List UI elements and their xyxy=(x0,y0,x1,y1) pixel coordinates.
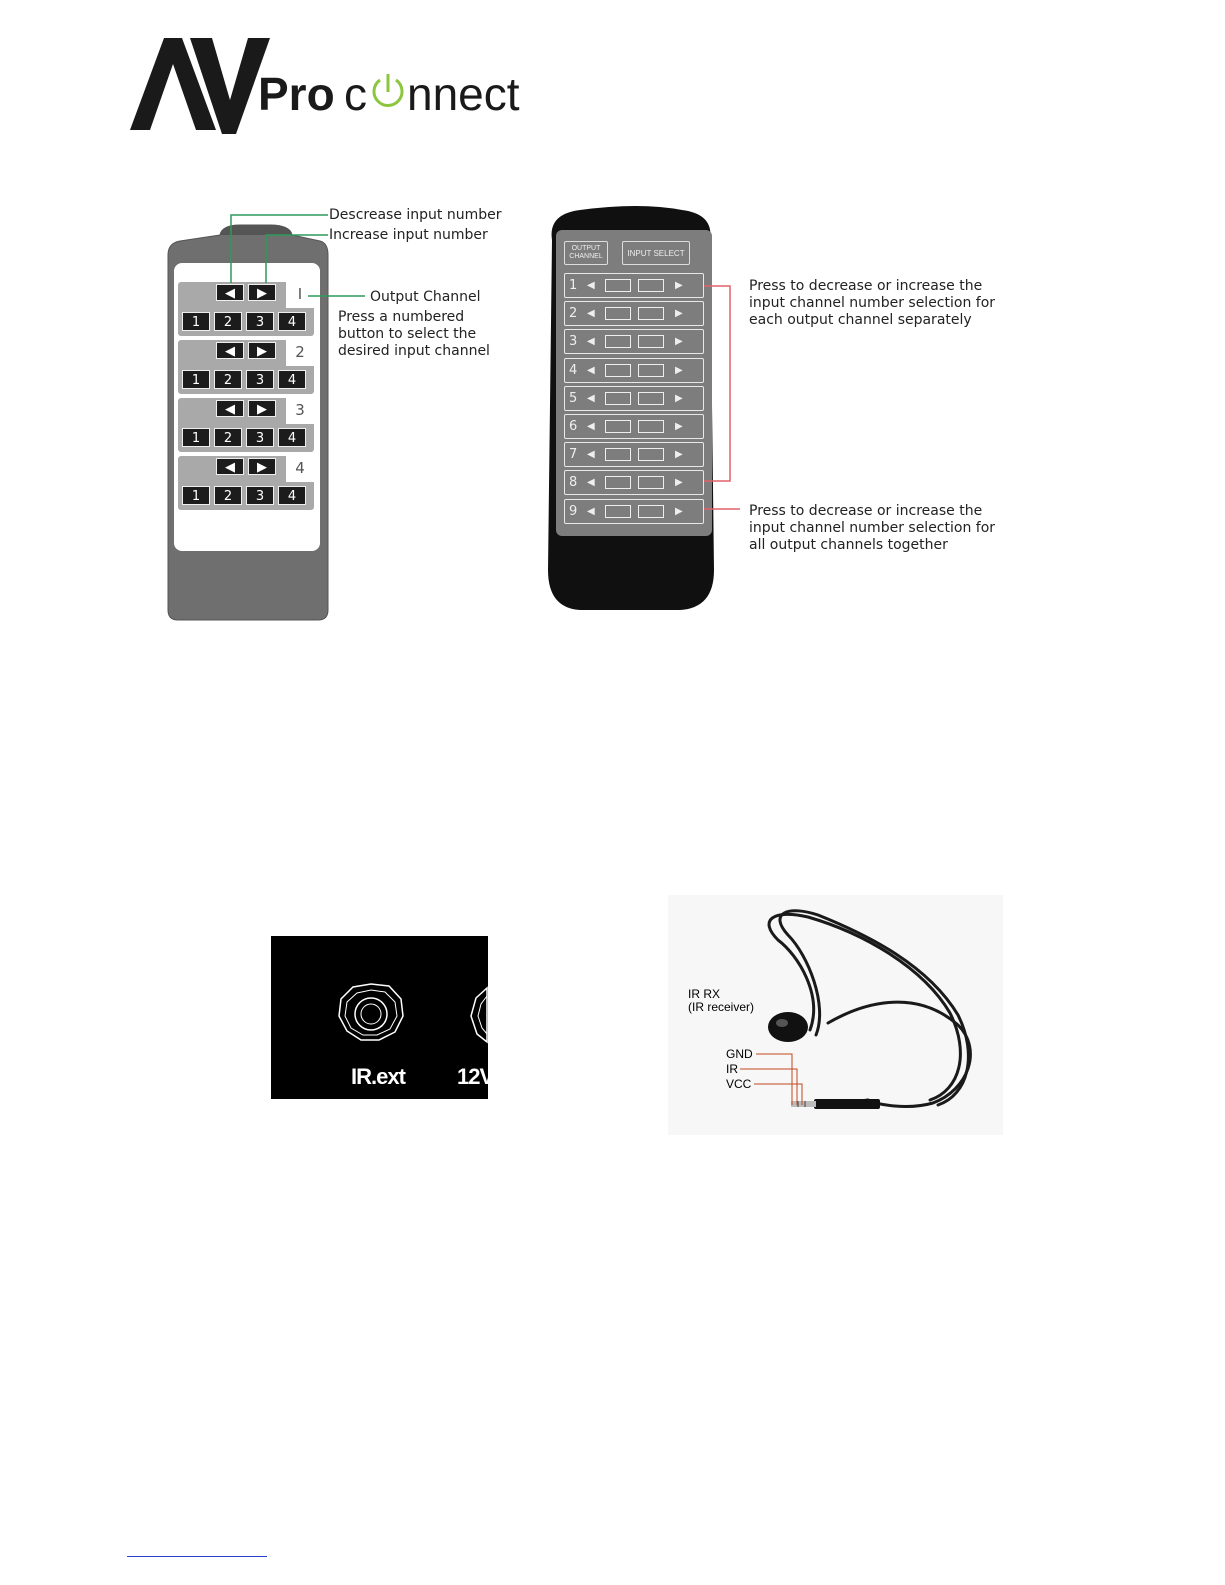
row-6-decrease-arrow-icon[interactable]: ◀ xyxy=(587,421,595,432)
output-row-2 xyxy=(564,301,704,326)
input-button-1-2[interactable]: 2 xyxy=(214,312,242,331)
callout-all-line3: all output channels together xyxy=(749,537,948,553)
row-2-increase-button[interactable] xyxy=(638,307,664,320)
row-9-increase-arrow-icon[interactable]: ▶ xyxy=(675,505,683,517)
input-button-4-2[interactable]: 2 xyxy=(214,486,242,505)
ir-ext-label: IR.ext xyxy=(351,1064,405,1089)
row-7-decrease-arrow-icon[interactable]: ◀ xyxy=(587,449,595,461)
row-1-increase-arrow-icon[interactable]: ▶ xyxy=(675,280,683,291)
row-number-8: 8 xyxy=(569,475,578,491)
row-number-3: 3 xyxy=(569,334,578,350)
row-1-decrease-arrow-icon[interactable]: ◀ xyxy=(587,280,595,291)
callout-press-line1: Press a numbered xyxy=(338,309,465,325)
input-button-3-2[interactable]: 2 xyxy=(214,428,242,447)
row-number-4: 4 xyxy=(569,362,578,378)
callout-all-line2: input channel number selection for xyxy=(749,520,996,536)
input-button-2-1[interactable]: 1 xyxy=(182,370,210,389)
svg-text:nnect: nnect xyxy=(407,68,520,120)
ir-ext-port-photo xyxy=(271,936,494,1099)
row-5-decrease-arrow-icon[interactable]: ◀ xyxy=(587,392,595,404)
row-2-increase-arrow-icon[interactable]: ▶ xyxy=(675,308,683,320)
row-7-increase-button[interactable] xyxy=(638,448,664,461)
row-3-decrease-arrow-icon[interactable]: ◀ xyxy=(587,336,595,348)
row-6-decrease-button[interactable] xyxy=(605,420,631,433)
row-7-increase-arrow-icon[interactable]: ▶ xyxy=(675,449,683,461)
row-8-decrease-button[interactable] xyxy=(605,476,631,489)
input-select-header: INPUT SELECT xyxy=(622,241,690,265)
row-number-5: 5 xyxy=(569,390,578,406)
decrease-input-button-4[interactable]: ◀ xyxy=(216,458,244,475)
row-1-increase-button[interactable] xyxy=(638,279,664,292)
output-row-6 xyxy=(564,414,704,439)
remote-control-4x4 xyxy=(150,195,530,635)
output-channel-number-2: 2 xyxy=(286,340,314,366)
ir-pin-label: IR xyxy=(726,1062,738,1076)
row-number-1: 1 xyxy=(569,278,578,293)
input-button-3-4[interactable]: 4 xyxy=(278,428,306,447)
input-button-3-3[interactable]: 3 xyxy=(246,428,274,447)
row-8-increase-arrow-icon[interactable]: ▶ xyxy=(675,477,683,489)
input-button-2-3[interactable]: 3 xyxy=(246,370,274,389)
callout-each-line1: Press to decrease or increase the xyxy=(749,278,983,294)
row-4-decrease-arrow-icon[interactable]: ◀ xyxy=(587,364,595,376)
output-row-5 xyxy=(564,386,704,411)
row-number-6: 6 xyxy=(569,419,578,434)
output-channel-number-3: 3 xyxy=(286,398,314,424)
increase-input-button-2[interactable]: ▶ xyxy=(248,342,276,359)
ir-receiver-photo xyxy=(668,895,1003,1135)
row-4-increase-arrow-icon[interactable]: ▶ xyxy=(675,364,683,376)
callout-each-line3: each output channel separately xyxy=(749,312,972,328)
row-7-decrease-button[interactable] xyxy=(605,448,631,461)
power-icon xyxy=(374,74,402,105)
row-3-increase-button[interactable] xyxy=(638,335,664,348)
vcc-label: VCC xyxy=(726,1077,752,1091)
row-5-increase-button[interactable] xyxy=(638,392,664,405)
row-5-decrease-button[interactable] xyxy=(605,392,631,405)
row-8-decrease-arrow-icon[interactable]: ◀ xyxy=(587,477,595,489)
callout-all-line1: Press to decrease or increase the xyxy=(749,503,983,519)
ir-rx-title-line2: (IR receiver) xyxy=(688,1000,755,1014)
row-number-2: 2 xyxy=(569,306,578,322)
button-group-output-4 xyxy=(178,456,314,510)
row-4-decrease-button[interactable] xyxy=(605,364,631,377)
ir-receiver-cable xyxy=(668,895,1003,1135)
decrease-input-button-1[interactable]: ◀ xyxy=(216,284,244,301)
input-button-1-1[interactable]: 1 xyxy=(182,312,210,331)
callout-decrease: Descrease input number xyxy=(329,207,502,223)
input-button-4-4[interactable]: 4 xyxy=(278,486,306,505)
row-8-increase-button[interactable] xyxy=(638,476,664,489)
increase-input-button-3[interactable]: ▶ xyxy=(248,400,276,417)
input-button-3-1[interactable]: 1 xyxy=(182,428,210,447)
input-button-4-1[interactable]: 1 xyxy=(182,486,210,505)
row-2-decrease-button[interactable] xyxy=(605,307,631,320)
remote-control-9-row xyxy=(540,200,1030,620)
row-number-9: 9 xyxy=(569,503,578,519)
input-button-4-3[interactable]: 3 xyxy=(246,486,274,505)
row-number-7: 7 xyxy=(569,447,578,463)
callout-each-line2: input channel number selection for xyxy=(749,295,996,311)
output-row-4 xyxy=(564,358,704,383)
input-button-1-3[interactable]: 3 xyxy=(246,312,274,331)
row-1-decrease-button[interactable] xyxy=(605,279,631,292)
increase-input-button-4[interactable]: ▶ xyxy=(248,458,276,475)
row-9-increase-button[interactable] xyxy=(638,505,664,518)
row-9-decrease-button[interactable] xyxy=(605,505,631,518)
row-6-increase-arrow-icon[interactable]: ▶ xyxy=(675,421,683,432)
footer-link-underline[interactable] xyxy=(127,1556,267,1557)
row-3-decrease-button[interactable] xyxy=(605,335,631,348)
twelve-v-label: 12V xyxy=(457,1064,494,1089)
ir-rx-title-line1: IR RX xyxy=(688,987,721,1001)
avproconnect-logo xyxy=(130,38,540,138)
button-group-output-2 xyxy=(178,340,314,394)
output-channel-number-1: I xyxy=(286,282,314,308)
row-3-increase-arrow-icon[interactable]: ▶ xyxy=(675,336,683,348)
output-row-9 xyxy=(564,499,704,524)
output-row-3 xyxy=(564,329,704,354)
row-4-increase-button[interactable] xyxy=(638,364,664,377)
decrease-input-button-2[interactable]: ◀ xyxy=(216,342,244,359)
callout-output-channel: Output Channel xyxy=(370,289,481,305)
svg-text:c: c xyxy=(344,68,367,120)
output-row-1 xyxy=(564,273,704,298)
output-row-8 xyxy=(564,470,704,495)
callout-press-line3: desired input channel xyxy=(338,343,490,359)
button-group-output-1 xyxy=(178,282,314,336)
gnd-label: GND xyxy=(726,1047,753,1061)
row-5-increase-arrow-icon[interactable]: ▶ xyxy=(675,392,683,404)
input-button-2-4[interactable]: 4 xyxy=(278,370,306,389)
button-group-output-3 xyxy=(178,398,314,452)
row-9-decrease-arrow-icon[interactable]: ◀ xyxy=(587,505,595,517)
row-2-decrease-arrow-icon[interactable]: ◀ xyxy=(587,308,595,320)
row-6-increase-button[interactable] xyxy=(638,420,664,433)
output-row-7 xyxy=(564,442,704,467)
output-channel-header: OUTPUT CHANNEL xyxy=(564,241,608,265)
input-button-2-2[interactable]: 2 xyxy=(214,370,242,389)
output-channel-number-4: 4 xyxy=(286,456,314,482)
increase-input-button-1[interactable]: ▶ xyxy=(248,284,276,301)
logo-pro-text: Pro xyxy=(258,68,335,120)
callout-press-line2: button to select the xyxy=(338,326,477,342)
decrease-input-button-3[interactable]: ◀ xyxy=(216,400,244,417)
input-button-1-4[interactable]: 4 xyxy=(278,312,306,331)
callout-increase: Increase input number xyxy=(329,227,488,243)
